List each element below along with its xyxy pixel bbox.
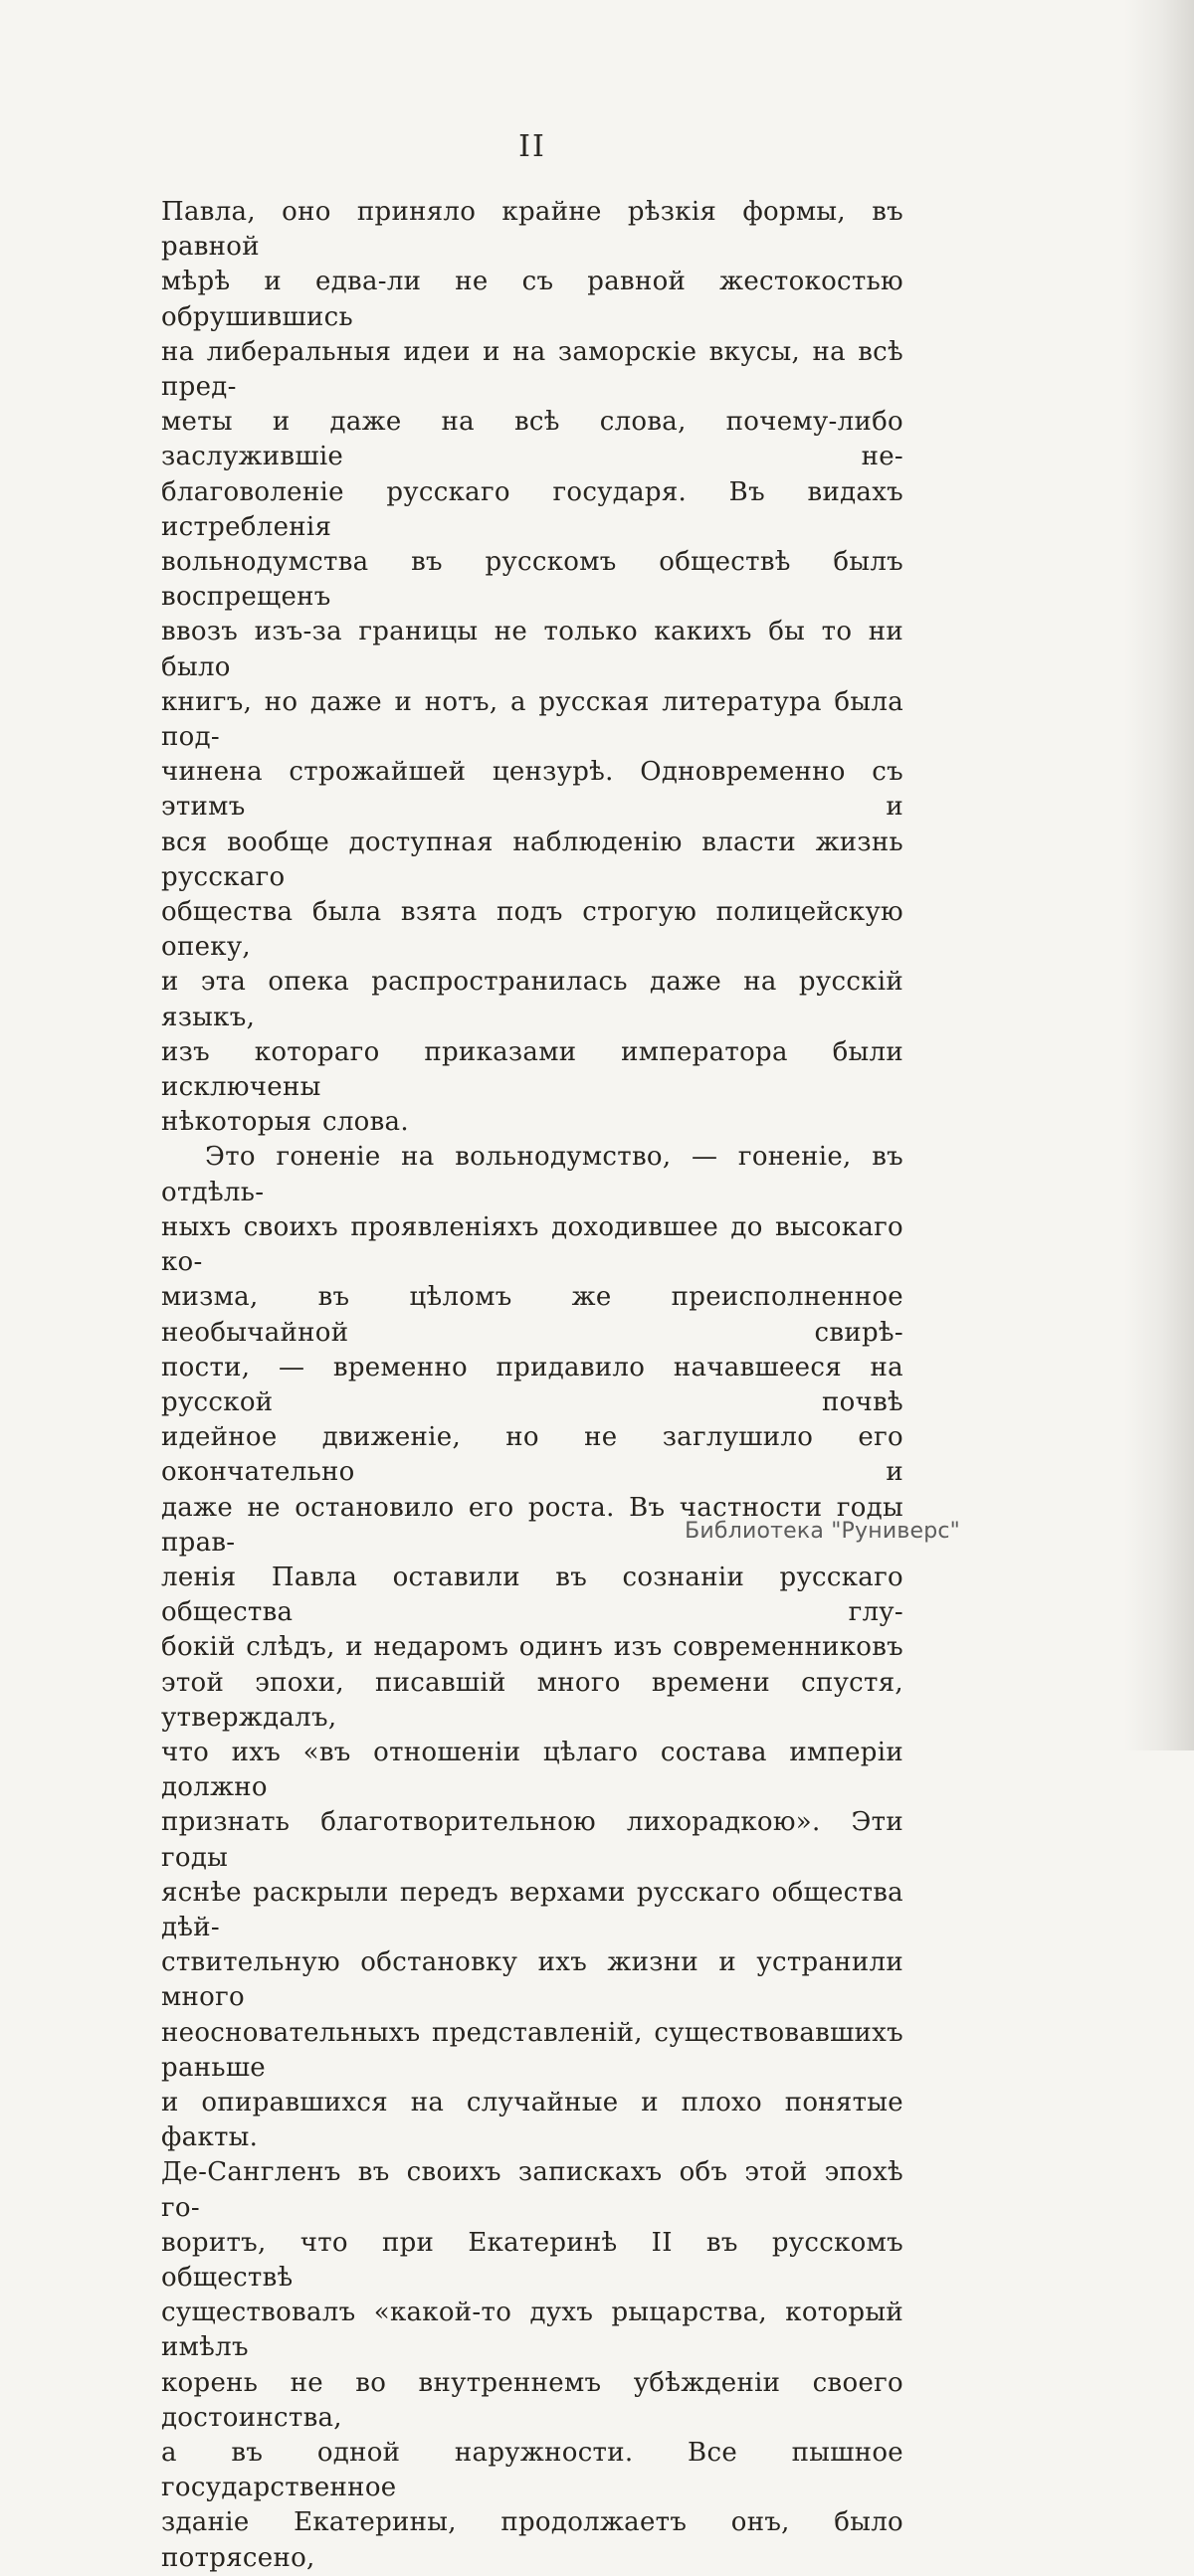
text-line: Павла, оно приняло крайне рѣзкія формы, въ равной (161, 197, 903, 263)
paragraph (161, 1140, 903, 2575)
text-line: и эта опека распространилась даже на русскій языкъ, (161, 967, 903, 1032)
text-line: что ихъ «въ отношеніи цѣлаго состава имперіи должно (161, 1737, 903, 1803)
text-line: вольнодумства въ русскомъ обществѣ былъ воспрещенъ (161, 547, 903, 613)
text-line: признать благотворительною лихорадкою». Эти годы (161, 1807, 903, 1873)
page-number: II (518, 129, 546, 164)
text-line: существовалъ «какой-то духъ рыцарства, который имѣлъ (161, 2298, 903, 2363)
text-line: ствительную обстановку ихъ жизни и устранили много (161, 1947, 903, 2013)
text-line: меты и даже на всѣ слова, почему-либо заслужившіе не- (161, 407, 903, 472)
text-line: нѣкоторыя слова. (161, 1107, 409, 1138)
text-block (161, 195, 903, 2576)
text-line: ныхъ своихъ проявленіяхъ доходившее до высокаго ко- (161, 1211, 903, 1278)
text-line: мѣрѣ и едва-ли не съ равной жестокостью обрушившись (161, 267, 903, 332)
text-line: изъ котораго приказами императора были исключены (161, 1036, 903, 1103)
text-line: ленія Павла оставили въ сознаніи русскаго общества глу- (161, 1562, 903, 1628)
paragraph (161, 195, 903, 1140)
text-line: пости, — временно придавило начавшееся на русской почвѣ (161, 1352, 903, 1417)
text-line: зданіе Екатерины, продолжаетъ онъ, было потрясено, (161, 2507, 903, 2573)
text-line: чинена строжайшей цензурѣ. Одновременно съ этимъ и (161, 757, 903, 823)
text-line: общества была взята подъ строгую полицейскую опеку, (161, 897, 903, 963)
text-line: благоволеніе русскаго государя. Въ видахъ истребленія (161, 476, 903, 542)
text-line: неосновательныхъ представленій, существовавшихъ раньше (161, 2017, 903, 2083)
text-line: Это гоненіе на вольнодумство, — гоненіе, въ отдѣль- (161, 1142, 903, 1207)
text-line: даже не остановило его роста. Въ частности годы прав- (161, 1492, 903, 1558)
text-line: яснѣе раскрыли передъ верхами русскаго общества дѣй- (161, 1877, 903, 1942)
text-line: Де-Сангленъ въ своихъ запискахъ объ этой эпохѣ го- (161, 2157, 903, 2223)
text-line: бокій слѣдъ, и недаромъ одинъ изъ современниковъ (161, 1632, 903, 1663)
scan-page-edge (1124, 0, 1194, 1750)
library-watermark: Библиотека "Руниверс" (685, 1519, 960, 1544)
text-line: корень не во внутреннемъ убѣжденіи своего достоинства, (161, 2367, 903, 2433)
text-line: книгъ, но даже и нотъ, а русская литература была под- (161, 686, 903, 753)
text-line: и опиравшихся на случайные и плохо понятые факты. (161, 2087, 903, 2153)
text-line: на либеральныя идеи и на заморскіе вкусы, на всѣ пред- (161, 336, 903, 403)
text-line: воритъ, что при Екатеринѣ II въ русскомъ обществѣ (161, 2227, 903, 2293)
text-line: ввозъ изъ-за границы не только какихъ бы то ни было (161, 617, 903, 682)
text-line: вся вообще доступная наблюденію власти жизнь русскаго (161, 827, 903, 892)
text-line: а въ одной наружности. Все пышное государственное (161, 2438, 903, 2503)
text-line: мизма, въ цѣломъ же преисполненное необычайной свирѣ- (161, 1282, 903, 1348)
text-line: идейное движеніе, но не заглушило его окончательно и (161, 1422, 903, 1488)
text-line: этой эпохи, писавшій много времени спустя, утверждалъ, (161, 1667, 903, 1733)
